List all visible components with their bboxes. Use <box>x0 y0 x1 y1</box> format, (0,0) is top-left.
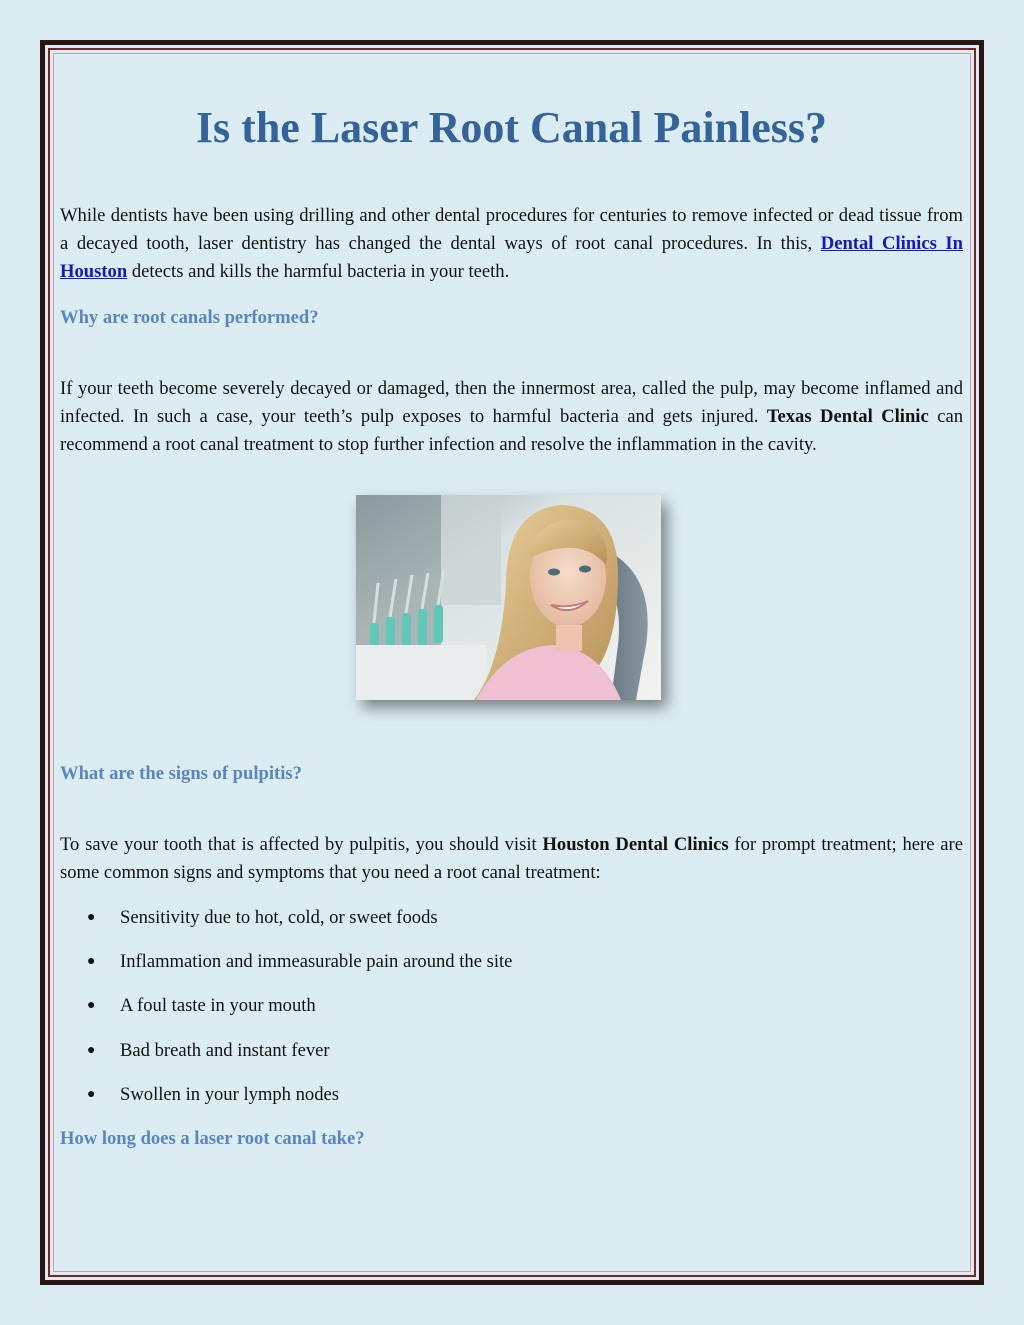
houston-dental-clinics-bold: Houston Dental Clinics <box>542 833 729 855</box>
list-item: ● Sensitivity due to hot, cold, or sweet foods <box>60 904 963 932</box>
texas-dental-clinic-bold: Texas Dental Clinic <box>766 405 929 427</box>
list-item: ● Swollen in your lymph nodes <box>60 1081 963 1109</box>
bullet-icon: ● <box>87 1042 96 1058</box>
bullet-icon: ● <box>87 954 96 970</box>
heading-why-root-canals: Why are root canals performed? <box>60 306 319 328</box>
pulpitis-paragraph: To save your tooth that is affected by pulpitis, you should visit Houston Dental Clinics for prompt treatment; here are some common signs and symptoms that you need a root canal treatment: <box>60 833 963 883</box>
patient-photo <box>356 495 661 700</box>
page-title: Is the Laser Root Canal Painless? <box>195 103 828 152</box>
intro-paragraph: While dentists have been using drilling and other dental procedures for centuries to remove infected or dead tissue from a decayed tooth, laser dentistry has changed the dental ways of root canal procedures. In this, Dental Clinics In Houston detects and kills the harmful bacteria in your teeth. <box>60 204 963 282</box>
bullet-icon: ● <box>87 998 96 1014</box>
list-item: ● A foul taste in your mouth <box>60 992 963 1020</box>
heading-signs-pulpitis: What are the signs of pulpitis? <box>60 762 302 784</box>
list-item: ● Bad breath and instant fever <box>60 1037 963 1065</box>
root-canal-paragraph: If your teeth become severely decayed or damaged, then the innermost area, called the pulp, may become inflamed and infected. In such a case, your teeth’s pulp exposes to harmful bacteria and gets injured. Texas Dental Clinic can recommend a root canal treatment to stop further infection and resolve the inflammation in the cavity. <box>60 377 964 455</box>
document-body <box>60 40 963 1153</box>
heading-how-long: How long does a laser root canal take? <box>60 1128 365 1150</box>
dental-clinics-houston-link[interactable]: Dental Clinics In Houston <box>60 232 963 282</box>
symptoms-list <box>60 904 963 1109</box>
list-item: ● Inflammation and immeasurable pain around the site <box>60 948 963 976</box>
bullet-icon: ● <box>87 1086 96 1102</box>
bullet-icon: ● <box>87 909 96 925</box>
